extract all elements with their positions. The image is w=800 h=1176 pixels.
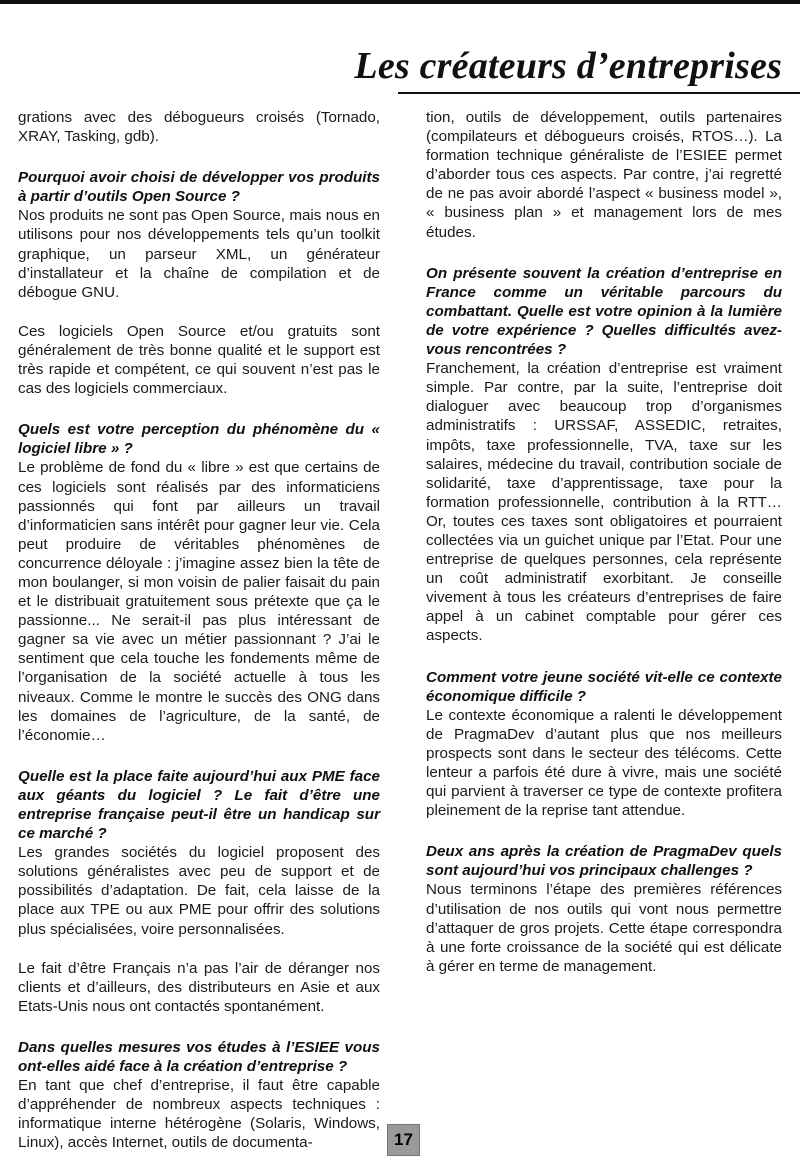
question-heading: On présente souvent la création d’entreprise en France comme un véritable parcours du combattant. Quelle est votre opinion à la lumière de votre expérience ? Quelles difficultés avez-vous rencontrées ?: [426, 264, 782, 359]
paragraph: Le fait d’être Français n’a pas l’air de déranger nos clients et d’ailleurs, des distributeurs en Asie et aux Etats-Unis nous ont contactés spontanément.: [18, 959, 380, 1015]
question-heading: Comment votre jeune société vit-elle ce contexte économique difficile ?: [426, 668, 782, 705]
right-column: [426, 108, 782, 976]
left-column: [18, 108, 380, 1153]
paragraph: grations avec des débogueurs croisés (Tornado, XRAY, Tasking, gdb).: [18, 109, 380, 146]
title-underline: [398, 92, 800, 94]
paragraph: Ces logiciels Open Source et/ou gratuits sont généralement de très bonne qualité et le support est très rapide et compétent, ce qui souvent n’est pas le cas des logiciels commerciaux.: [18, 322, 380, 398]
paragraph: Franchement, la création d’entreprise est vraiment simple. Par contre, par la suite, l’entreprise doit dialoguer avec beaucoup trop d’organismes administratifs : URSSAF, ASSEDIC, retraites, impôts, taxe professionnelle, TVA, taxe sur les salaires, médecine du travail, contribution sociale de solidarité, taxe d’apprentissage, taxe pour la formation professionnelle, contribution à la RTT… Or, toutes ces taxes sont obligatoires et pourraient collectées via un guichet unique par l’Etat. Pour une entreprise de quelques personnes, cela représente un coût administratif exorbitant. Je conseille vivement à tous les créateurs d’entreprises de faire appel à un cabinet comptable pour gérer ces aspects.: [426, 360, 782, 645]
paragraph: Le contexte économique a ralenti le développement de PragmaDev d’autant plus que nos meilleurs prospects sont dans le secteur des télécoms. Cette lenteur a parfois été dure à vivre, mais une société qui parvient à traverser ce type de contexte profitera pleinement de la reprise tant attendue.: [426, 706, 782, 820]
paragraph: tion, outils de développement, outils partenaires (compilateurs et débogueurs croisés, RTOS…). La formation technique généraliste de l’ESIEE permet d’aborder tous ces aspects. Par contre, j’ai regretté de ne pas avoir abordé l’aspect « business model », « business plan » et management lors de mes études.: [426, 109, 782, 241]
paragraph: Le problème de fond du « libre » est que certains de ces logiciels sont réalisés par des informaticiens passionnés qui font par ailleurs un travail d’informaticien sans intérêt pour gagner leur vie. Cela peut produire de véritables phénomènes de concurrence déloyale : j’imagine assez bien la tête de mon boulanger, si mon voisin de palier faisait du pain et le distribuait gratuitement sous prétexte que ça le passionne... Ne serait-il pas plus intéressant de gagner sa vie avec un métier passionnant ? J’ai le sentiment que cela touche les fondements même de l’organisation de la société actuelle à tous les niveaux. Comme le montre le succès des ONG dans les domaines de l’agriculture, de la santé, de l’économie…: [18, 459, 380, 744]
paragraph: Nous terminons l’étape des premières références d’utilisation de nos outils qui vont nous permettre d’attaquer de gros projets. Cette étape correspondra à une forte croissance de la société qui est délicate à gérer en terme de management.: [426, 881, 782, 975]
paragraph: Nos produits ne sont pas Open Source, mais nous en utilisons pour nos développements tels qu’un toolkit graphique, un parseur XML, un générateur d’installateur et la chaîne de compilation et de débogue GNU.: [18, 207, 380, 301]
paragraph: Les grandes sociétés du logiciel proposent des solutions généralistes avec peu de support et de possibilités d’adaptation. De fait, cela laisse de la place aux TPE ou aux PME pour offrir des solutions plus spécialisées, voire personnalisées.: [18, 844, 380, 938]
question-heading: Quels est votre perception du phénomène du « logiciel libre » ?: [18, 421, 380, 458]
question-heading: Quelle est la place faite aujourd’hui aux PME face aux géants du logiciel ? Le fait d’être une entreprise française peut-il être un handicap sur ce marché ?: [18, 767, 380, 843]
question-heading: Pourquoi avoir choisi de développer vos produits à partir d’outils Open Source ?: [18, 169, 380, 206]
question-heading: Dans quelles mesures vos études à l’ESIEE vous ont-elles aidé face à la création d’entreprise ?: [18, 1038, 380, 1076]
top-rule: [0, 0, 800, 4]
page-number: 17: [387, 1124, 420, 1156]
page-title: Les créateurs d’entreprises: [354, 45, 782, 87]
paragraph: En tant que chef d’entreprise, il faut être capable d’appréhender de nombreux aspects techniques : informatique interne hétérogène (Solaris, Windows, Linux), accès Internet, outils de documenta-: [18, 1077, 380, 1152]
question-heading: Deux ans après la création de PragmaDev quels sont aujourd’hui vos principaux challenges ?: [426, 843, 782, 880]
